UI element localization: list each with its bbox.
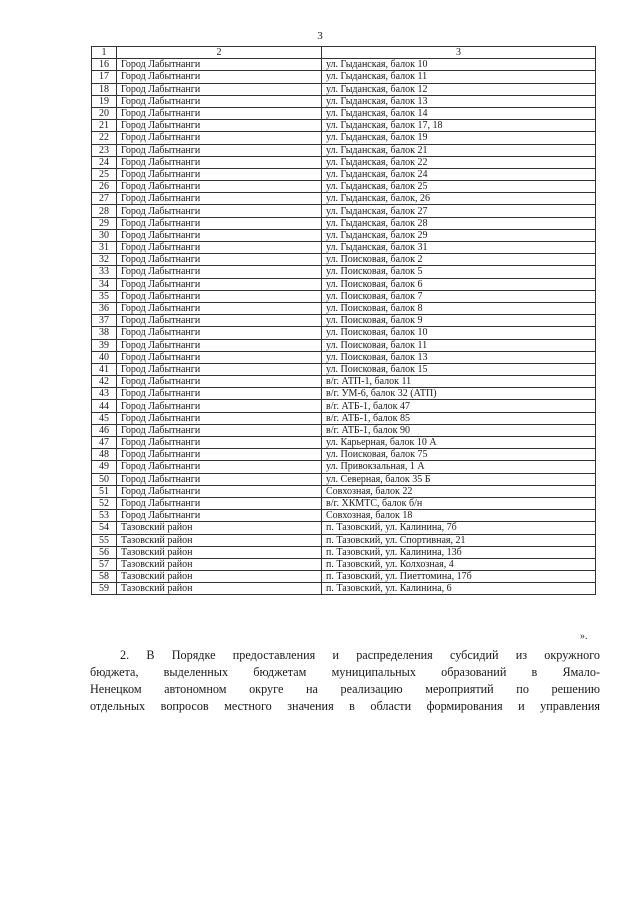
address-cell: ул. Карьерная, балок 10 А bbox=[322, 437, 596, 449]
table-row bbox=[92, 473, 596, 485]
row-number-cell: 38 bbox=[92, 327, 117, 339]
municipality-cell: Тазовский район bbox=[117, 534, 322, 546]
address-cell: ул. Поисковая, балок 6 bbox=[322, 278, 596, 290]
address-cell: ул. Поисковая, балок 10 bbox=[322, 327, 596, 339]
row-number-cell: 57 bbox=[92, 558, 117, 570]
row-number-cell: 24 bbox=[92, 156, 117, 168]
row-number-cell: 28 bbox=[92, 205, 117, 217]
municipality-cell: Город Лабытнанги bbox=[117, 266, 322, 278]
address-cell: ул. Гыданская, балок 27 bbox=[322, 205, 596, 217]
page-number: 3 bbox=[317, 30, 323, 42]
row-number-cell: 35 bbox=[92, 290, 117, 302]
address-cell: в/г. АТБ-1, балок 90 bbox=[322, 424, 596, 436]
table-row bbox=[92, 412, 596, 424]
municipality-cell: Город Лабытнанги bbox=[117, 242, 322, 254]
municipality-cell: Город Лабытнанги bbox=[117, 168, 322, 180]
row-number-cell: 48 bbox=[92, 449, 117, 461]
address-cell: п. Тазовский, ул. Калинина, 6 bbox=[322, 583, 596, 595]
row-number-cell: 37 bbox=[92, 315, 117, 327]
row-number-cell: 32 bbox=[92, 254, 117, 266]
municipality-cell: Город Лабытнанги bbox=[117, 229, 322, 241]
row-number-cell: 50 bbox=[92, 473, 117, 485]
municipality-cell: Город Лабытнанги bbox=[117, 290, 322, 302]
municipality-cell: Тазовский район bbox=[117, 583, 322, 595]
address-cell: ул. Гыданская, балок 24 bbox=[322, 168, 596, 180]
municipality-cell: Тазовский район bbox=[117, 558, 322, 570]
table-row bbox=[92, 534, 596, 546]
address-cell: ул. Гыданская, балок 25 bbox=[322, 181, 596, 193]
row-number-cell: 26 bbox=[92, 181, 117, 193]
address-cell: ул. Гыданская, балок 21 bbox=[322, 144, 596, 156]
row-number-cell: 19 bbox=[92, 95, 117, 107]
municipality-cell: Город Лабытнанги bbox=[117, 327, 322, 339]
table-row bbox=[92, 83, 596, 95]
municipality-cell: Город Лабытнанги bbox=[117, 412, 322, 424]
table-row bbox=[92, 107, 596, 119]
municipality-cell: Город Лабытнанги bbox=[117, 485, 322, 497]
row-number-cell: 21 bbox=[92, 120, 117, 132]
table-row bbox=[92, 339, 596, 351]
address-cell: ул. Поисковая, балок 8 bbox=[322, 302, 596, 314]
municipality-cell: Тазовский район bbox=[117, 546, 322, 558]
row-number-cell: 39 bbox=[92, 339, 117, 351]
address-cell: ул. Гыданская, балок 22 bbox=[322, 156, 596, 168]
table-row bbox=[92, 229, 596, 241]
municipality-cell: Тазовский район bbox=[117, 571, 322, 583]
table-row bbox=[92, 497, 596, 509]
row-number-cell: 22 bbox=[92, 132, 117, 144]
row-number-cell: 42 bbox=[92, 376, 117, 388]
row-number-cell: 31 bbox=[92, 242, 117, 254]
address-cell: ул. Поисковая, балок 7 bbox=[322, 290, 596, 302]
address-cell: п. Тазовский, ул. Пиеттомина, 17б bbox=[322, 571, 596, 583]
municipality-cell: Город Лабытнанги bbox=[117, 95, 322, 107]
address-cell: п. Тазовский, ул. Спортивная, 21 bbox=[322, 534, 596, 546]
table-row bbox=[92, 546, 596, 558]
address-cell: ул. Поисковая, балок 2 bbox=[322, 254, 596, 266]
address-cell: ул. Привокзальная, 1 А bbox=[322, 461, 596, 473]
row-number-cell: 52 bbox=[92, 497, 117, 509]
row-number-cell: 44 bbox=[92, 400, 117, 412]
row-number-cell: 27 bbox=[92, 193, 117, 205]
table-row bbox=[92, 376, 596, 388]
row-number-cell: 29 bbox=[92, 217, 117, 229]
table-row bbox=[92, 327, 596, 339]
table-row bbox=[92, 132, 596, 144]
municipality-cell: Город Лабытнанги bbox=[117, 217, 322, 229]
closing-quote: ». bbox=[580, 631, 588, 642]
municipality-cell: Город Лабытнанги bbox=[117, 497, 322, 509]
address-cell: ул. Гыданская, балок 28 bbox=[322, 217, 596, 229]
table-row bbox=[92, 193, 596, 205]
municipality-cell: Тазовский район bbox=[117, 522, 322, 534]
row-number-cell: 36 bbox=[92, 302, 117, 314]
row-number-cell: 58 bbox=[92, 571, 117, 583]
address-cell: ул. Поисковая, балок 9 bbox=[322, 315, 596, 327]
table-row bbox=[92, 388, 596, 400]
address-cell: ул. Гыданская, балок 31 bbox=[322, 242, 596, 254]
row-number-cell: 23 bbox=[92, 144, 117, 156]
municipality-cell: Город Лабытнанги bbox=[117, 437, 322, 449]
municipality-cell: Город Лабытнанги bbox=[117, 376, 322, 388]
row-number-cell: 59 bbox=[92, 583, 117, 595]
address-cell: ул. Поисковая, балок 5 bbox=[322, 266, 596, 278]
address-cell: Совхозная, балок 18 bbox=[322, 510, 596, 522]
address-cell: ул. Гыданская, балок 10 bbox=[322, 59, 596, 71]
row-number-cell: 56 bbox=[92, 546, 117, 558]
address-cell: в/г. АТБ-1, балок 85 bbox=[322, 412, 596, 424]
municipality-cell: Город Лабытнанги bbox=[117, 315, 322, 327]
table-row bbox=[92, 278, 596, 290]
municipality-cell: Город Лабытнанги bbox=[117, 363, 322, 375]
row-number-cell: 53 bbox=[92, 510, 117, 522]
table-row bbox=[92, 95, 596, 107]
municipality-cell: Город Лабытнанги bbox=[117, 388, 322, 400]
table-row bbox=[92, 120, 596, 132]
paragraph-line: 2. В Порядке предоставления и распределения субсидий из окружного bbox=[120, 648, 600, 662]
paragraph-line: отдельных вопросов местного значения в области формирования и управления bbox=[90, 699, 600, 713]
address-table-body bbox=[92, 47, 596, 595]
municipality-cell: Город Лабытнанги bbox=[117, 156, 322, 168]
address-cell: Совхозная, балок 22 bbox=[322, 485, 596, 497]
row-number-cell: 18 bbox=[92, 83, 117, 95]
table-row bbox=[92, 485, 596, 497]
address-cell: п. Тазовский, ул. Калинина, 7б bbox=[322, 522, 596, 534]
municipality-cell: Город Лабытнанги bbox=[117, 400, 322, 412]
municipality-cell: Город Лабытнанги bbox=[117, 461, 322, 473]
table-row bbox=[92, 400, 596, 412]
municipality-cell: Город Лабытнанги bbox=[117, 107, 322, 119]
row-number-cell: 16 bbox=[92, 59, 117, 71]
row-number-cell: 43 bbox=[92, 388, 117, 400]
address-cell: ул. Поисковая, балок 15 bbox=[322, 363, 596, 375]
municipality-cell: Город Лабытнанги bbox=[117, 339, 322, 351]
address-cell: ул. Гыданская, балок 14 bbox=[322, 107, 596, 119]
address-cell: ул. Поисковая, балок 75 bbox=[322, 449, 596, 461]
address-cell: ул. Северная, балок 35 Б bbox=[322, 473, 596, 485]
table-row bbox=[92, 571, 596, 583]
municipality-cell: Город Лабытнанги bbox=[117, 278, 322, 290]
row-number-cell: 51 bbox=[92, 485, 117, 497]
table-row bbox=[92, 156, 596, 168]
municipality-cell: Город Лабытнанги bbox=[117, 120, 322, 132]
address-cell: в/г. УМ-6, балок 32 (АТП) bbox=[322, 388, 596, 400]
row-number-cell: 34 bbox=[92, 278, 117, 290]
municipality-cell: Город Лабытнанги bbox=[117, 71, 322, 83]
municipality-cell: Город Лабытнанги bbox=[117, 473, 322, 485]
row-number-cell: 54 bbox=[92, 522, 117, 534]
municipality-cell: Город Лабытнанги bbox=[117, 193, 322, 205]
table-row bbox=[92, 424, 596, 436]
address-cell: в/г. АТП-1, балок 11 bbox=[322, 376, 596, 388]
municipality-cell: Город Лабытнанги bbox=[117, 449, 322, 461]
table-row bbox=[92, 71, 596, 83]
municipality-cell: Город Лабытнанги bbox=[117, 351, 322, 363]
row-number-cell: 46 bbox=[92, 424, 117, 436]
municipality-cell: Город Лабытнанги bbox=[117, 181, 322, 193]
row-number-cell: 41 bbox=[92, 363, 117, 375]
address-cell: п. Тазовский, ул. Колхозная, 4 bbox=[322, 558, 596, 570]
address-cell: ул. Поисковая, балок 11 bbox=[322, 339, 596, 351]
address-cell: ул. Гыданская, балок 17, 18 bbox=[322, 120, 596, 132]
table-header-row bbox=[92, 47, 596, 59]
municipality-cell: Город Лабытнанги bbox=[117, 59, 322, 71]
header-cell-3: 3 bbox=[322, 47, 596, 59]
municipality-cell: Город Лабытнанги bbox=[117, 302, 322, 314]
table-row bbox=[92, 59, 596, 71]
municipality-cell: Город Лабытнанги bbox=[117, 205, 322, 217]
amendment-paragraph bbox=[90, 647, 600, 715]
row-number-cell: 17 bbox=[92, 71, 117, 83]
row-number-cell: 40 bbox=[92, 351, 117, 363]
address-cell: в/г. ХКМТС, балок б/н bbox=[322, 497, 596, 509]
address-table bbox=[91, 46, 596, 595]
row-number-cell: 20 bbox=[92, 107, 117, 119]
table-row bbox=[92, 522, 596, 534]
table-row bbox=[92, 449, 596, 461]
address-cell: ул. Поисковая, балок 13 bbox=[322, 351, 596, 363]
table-row bbox=[92, 315, 596, 327]
row-number-cell: 49 bbox=[92, 461, 117, 473]
address-cell: ул. Гыданская, балок 11 bbox=[322, 71, 596, 83]
municipality-cell: Город Лабытнанги bbox=[117, 132, 322, 144]
table-row bbox=[92, 290, 596, 302]
table-row bbox=[92, 168, 596, 180]
header-cell-1: 1 bbox=[92, 47, 117, 59]
table-row bbox=[92, 181, 596, 193]
table-row bbox=[92, 363, 596, 375]
row-number-cell: 25 bbox=[92, 168, 117, 180]
table-row bbox=[92, 242, 596, 254]
address-cell: п. Тазовский, ул. Калинина, 13б bbox=[322, 546, 596, 558]
table-row bbox=[92, 558, 596, 570]
table-row bbox=[92, 351, 596, 363]
table-row bbox=[92, 254, 596, 266]
municipality-cell: Город Лабытнанги bbox=[117, 424, 322, 436]
municipality-cell: Город Лабытнанги bbox=[117, 83, 322, 95]
table-row bbox=[92, 583, 596, 595]
table-row bbox=[92, 510, 596, 522]
row-number-cell: 30 bbox=[92, 229, 117, 241]
table-row bbox=[92, 302, 596, 314]
table-row bbox=[92, 205, 596, 217]
address-cell: ул. Гыданская, балок 19 bbox=[322, 132, 596, 144]
paragraph-line: Ненецком автономном округе на реализацию мероприятий по решению bbox=[90, 682, 600, 696]
paragraph-line: бюджета, выделенных бюджетам муниципальных образований в Ямало- bbox=[90, 665, 600, 679]
row-number-cell: 55 bbox=[92, 534, 117, 546]
address-cell: ул. Гыданская, балок 13 bbox=[322, 95, 596, 107]
table-row bbox=[92, 144, 596, 156]
municipality-cell: Город Лабытнанги bbox=[117, 254, 322, 266]
municipality-cell: Город Лабытнанги bbox=[117, 510, 322, 522]
address-cell: в/г. АТБ-1, балок 47 bbox=[322, 400, 596, 412]
table-row bbox=[92, 437, 596, 449]
address-cell: ул. Гыданская, балок 29 bbox=[322, 229, 596, 241]
address-cell: ул. Гыданская, балок, 26 bbox=[322, 193, 596, 205]
table-row bbox=[92, 266, 596, 278]
table-row bbox=[92, 217, 596, 229]
row-number-cell: 45 bbox=[92, 412, 117, 424]
row-number-cell: 47 bbox=[92, 437, 117, 449]
address-cell: ул. Гыданская, балок 12 bbox=[322, 83, 596, 95]
municipality-cell: Город Лабытнанги bbox=[117, 144, 322, 156]
table-row bbox=[92, 461, 596, 473]
row-number-cell: 33 bbox=[92, 266, 117, 278]
header-cell-2: 2 bbox=[117, 47, 322, 59]
